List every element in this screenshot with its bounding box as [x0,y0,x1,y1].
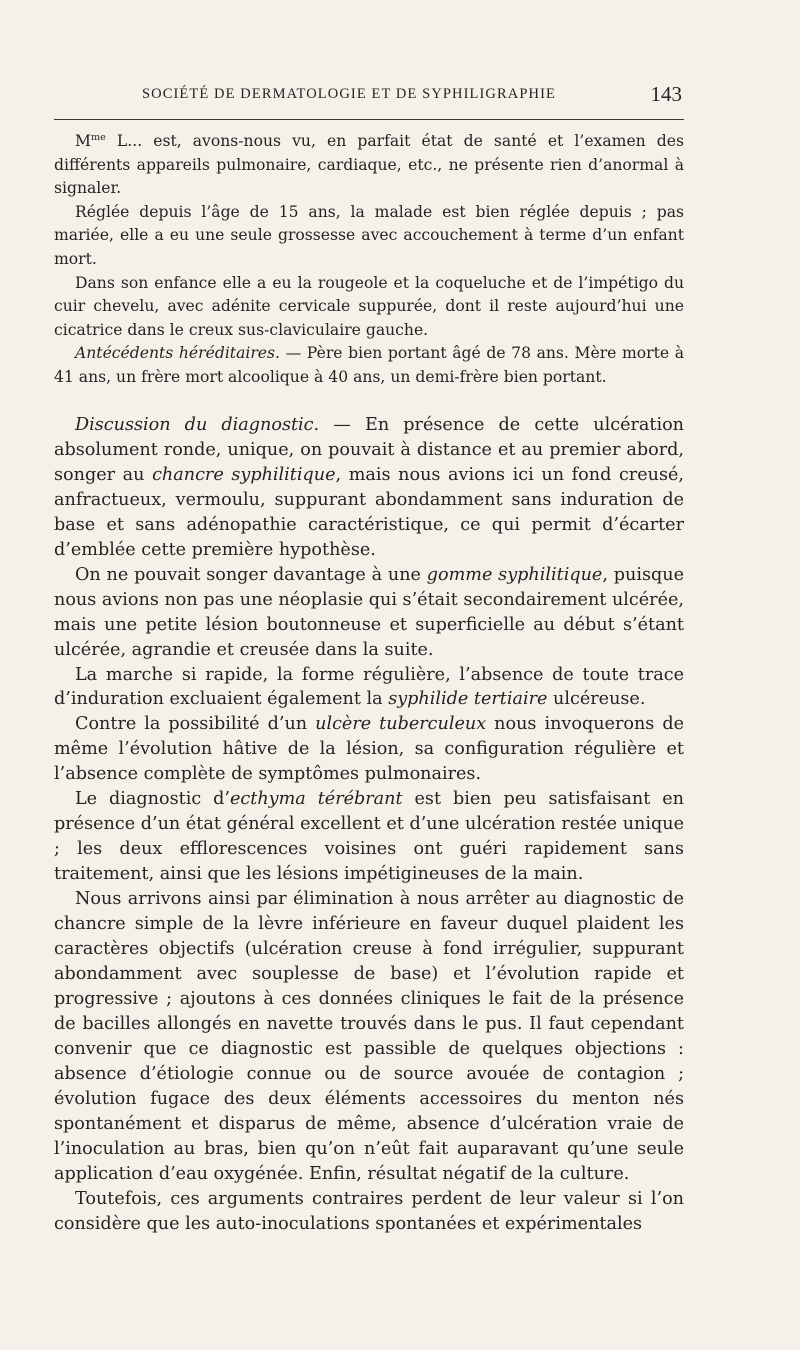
paragraph-toutefois: Toutefois, ces arguments contraires perdent de leur valeur si l’on considère que les auto-inoculations spontanées et expérimentales [54,1188,684,1234]
paragraph-menstruation: Réglée depuis l’âge de 15 ans, la malade est bien réglée depuis ; pas mariée, elle a eu une seule grossesse avec accouchement à terme d’un enfant mort. [54,202,684,268]
title-madame-superscript: me [90,131,106,143]
paragraph-text: La marche si rapide, la forme régulière, l’absence de toute trace d’induration excluaient également la [54,664,684,710]
term-ecthyma-terebrant: ecthyma térébrant [229,789,403,810]
paragraph-text: Le diagnostic d’ [75,789,230,810]
discussion-section [54,413,684,1236]
paragraph-family-history [54,342,684,389]
paragraph-ulcere [54,712,684,787]
term-ulcere-tuberculeux: ulcère tuberculeux [315,714,487,735]
paragraph-chancre-simple: Nous arrivons ainsi par élimination à nous arrêter au diagnostic de chancre simple de la lèvre inférieure en faveur duquel plaident les caractères objectifs (ulcération creuse à fond irrégulier, suppurant abondamment avec souplesse de base) et l’évolution rapide et progressive ; ajoutons à ces données cliniques le fait de la présence de bacilles allongés en navette trouvés dans le pus. Il faut cependant convenir que ce diagnostic est passible de quelques objections : absence d’étiologie connue ou de source avouée de contagion ; évolution fugace des deux éléments accessoires du menton nés spontanément et disparus de même, absence d’ulcération vraie de l’inoculation au bras, bien qu’on n’eût fait auparavant qu’une seule application d’eau oxygénée. Enfin, résultat négatif de la culture. [54,889,684,1184]
title-madame: M [75,132,91,150]
term-gomme-syphilitique: gomme syphilitique [426,564,603,585]
running-title: SOCIÉTÉ DE DERMATOLOGIE ET DE SYPHILIGRAPHIE [142,86,556,102]
case-history-section [54,130,684,390]
paragraph-ecthyma [54,787,684,887]
header-rule [54,119,684,120]
paragraph-text: On ne pouvait songer davantage à une [75,564,427,585]
running-header [54,82,684,106]
paragraph-syphilide [54,663,684,713]
paragraph-text: , mais nous avions ici un fond creusé, anfractueux, vermoulu, suppurant abondamment sans induration de base et sans adénopathie caractéristique, ce qui permit d’écarter d’emblée cette première hypothèse. [54,464,684,560]
paragraph-text: Contre la possibilité d’un [75,714,316,735]
paragraph-discussion-intro [54,413,684,563]
paragraph-text: nous invoquerons de même l’évolution hâtive de la lésion, sa configuration régulière et l’absence complète de symptômes pulmonaires. [54,714,685,785]
paragraph-text: ulcéreuse. [547,689,646,710]
paragraph-text: est bien peu satisfaisant en présence d’un état général excellent et d’une ulcération restée unique ; les deux efflorescences voisines ont guéri rapidement sans traitement, ainsi que les lésions impétigineuses de la main. [54,789,684,885]
discussion-heading: Discussion du diagnostic. [75,415,320,435]
paragraph-text: — En présence de cette ulcération absolument ronde, unique, on pouvait à distance et au premier abord, songer au [54,415,684,485]
page-number: 143 [650,82,682,106]
term-syphilide-tertiaire: syphilide tertiaire [388,689,548,710]
paragraph-gomme [54,563,684,663]
paragraph-general-state [54,130,684,201]
paragraph-childhood: Dans son enfance elle a eu la rougeole et la coqueluche et de l’impétigo du cuir chevelu, avec adénite cervicale suppurée, dont il reste aujourd’hui une cicatrice dans le creux sus-claviculaire gauche. [54,273,684,339]
family-history-label: Antécédents héréditaires. [75,344,280,363]
term-chancre-syphilitique: chancre syphilitique [152,464,336,485]
paragraph-text: — Père bien portant âgé de 78 ans. Mère morte à 41 ans, un frère mort alcoolique à 40 ans, un demi-frère bien portant. [54,344,684,386]
paragraph-text: L... est, avons-nous vu, en parfait état de santé et l’examen des différents appareils pulmonaire, cardiaque, etc., ne présente rien d’anormal à signaler. [54,132,684,198]
paragraph-text: , puisque nous avions non pas une néoplasie qui s’était secondairement ulcérée, mais une petite lésion boutonneuse et superficielle au début s’étant ulcérée, agrandie et creusée dans la suite. [54,564,684,660]
